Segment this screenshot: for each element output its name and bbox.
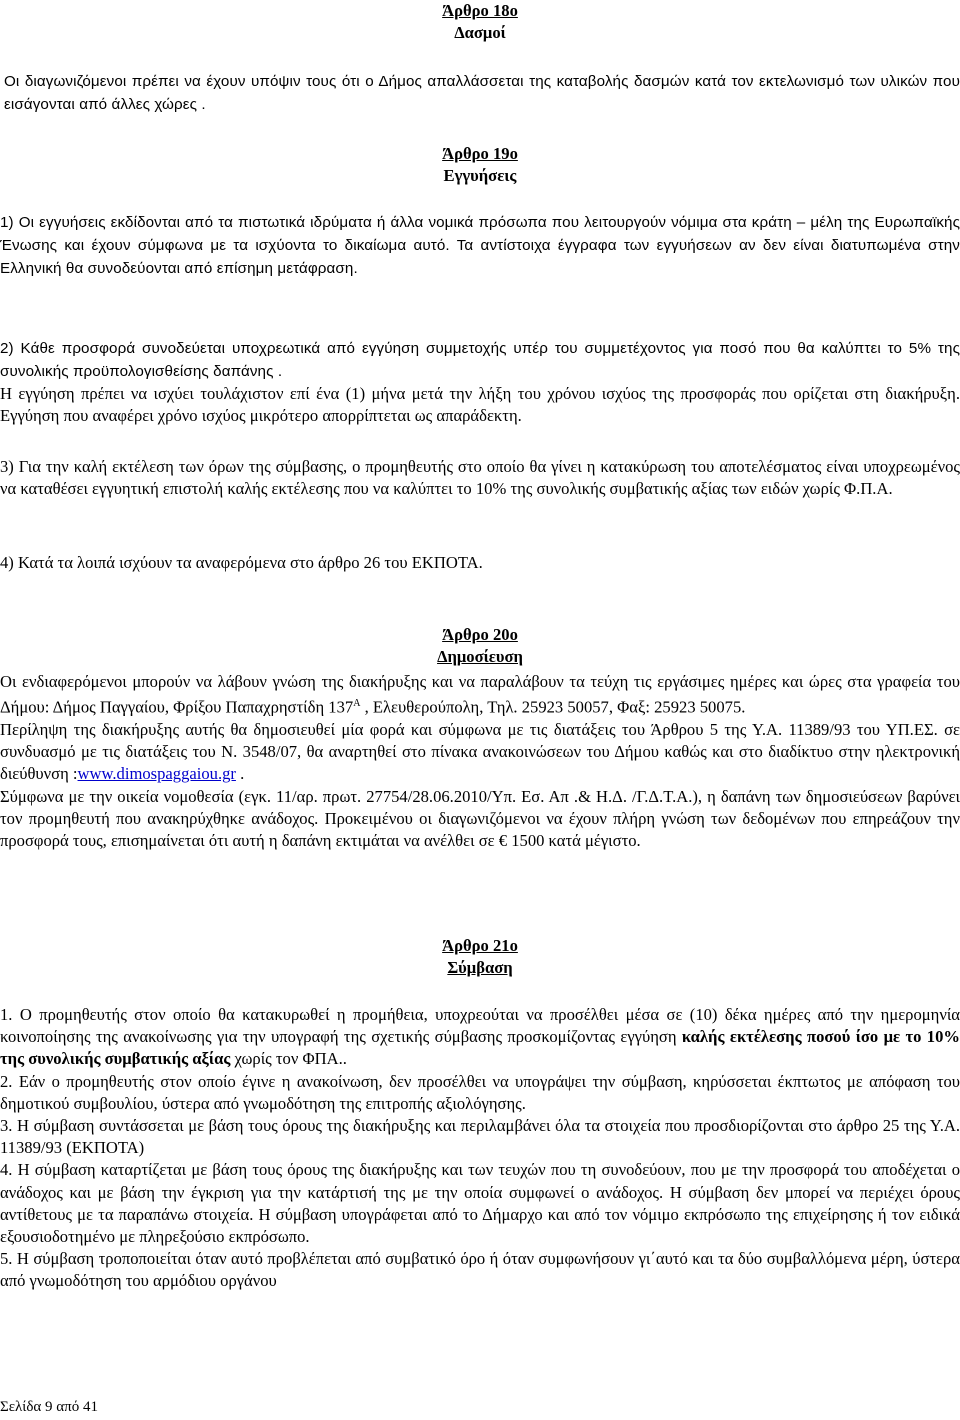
article-21 (0, 935, 960, 979)
article-18-subheading: Δασμοί (454, 23, 506, 42)
article-20-p1-text: Οι ενδιαφερόμενοι μπορούν να λάβουν γνώση της διακήρυξης και να παραλάβουν τα τεύχη τις εργάσιμες ημέρες και ώρες στα γραφεία του Δήμου: Δήμος Παγγαίου, Φρίξου Παπαχρηστίδη 137 (0, 672, 960, 717)
article-19-body (0, 211, 960, 280)
article-20 (0, 624, 960, 668)
article-21-p1-text: 1. Ο προμηθευτής στον οποίο θα κατακυρωθεί η προμήθεια, υποχρεούται να προσέλθει μέσα σε (10) δέκα ημέρες από την ημερομηνία κοινοποίησης της ανακοίνωσης για την υπογραφή της σχετικής σύμβασης προσκομίζοντας εγγύηση (0, 1005, 960, 1047)
article-20-p1-superscript: Α (353, 698, 361, 710)
article-19 (0, 143, 960, 187)
article-20-p2-text-end: . (235, 764, 245, 784)
article-21-subheading: Σύμβαση (447, 958, 513, 977)
article-19-paragraph-1: 1) Οι εγγυήσεις εκδίδονται από τα πιστωτικά ιδρύματα ή άλλα νομικά πρόσωπα που λειτουργούν νόμιμα στα κράτη – μέλη της Ευρωπαϊκής Ένωσης και έχουν σύμφωνα με τα ισχύοντα το δικαίωμα αυτό. Τα αντίστοιχα έγγραφα των εγγυήσεων αν δεν είναι διατυπωμένα στην Ελληνική θα συνοδεύονται από επίσημη μετάφραση. (0, 214, 960, 277)
article-18-body (4, 70, 960, 116)
article-19-paragraph-2a: 2) Κάθε προσφορά συνοδεύεται υποχρεωτικά από εγγύηση συμμετοχής υπέρ του συμμετέχοντος για ποσό που θα καλύπτει το 5% της συνολικής προϋπολογισθείσης δαπάνης . (0, 340, 960, 380)
article-19-paragraph-3: 3) Για την καλή εκτέλεση των όρων της σύμβασης, ο προμηθευτής στο οποίο θα γίνει η κατακύρωση του αποτελέσματος είναι υποχρεωμένος να καταθέσει εγγυητική επιστολή καλής εκτέλεσης που να καλύπτει το 10% της συνολικής συμβατικής αξίας των ειδών χωρίς Φ.Π.Α. (0, 457, 960, 499)
article-21-body (0, 1004, 960, 1293)
article-21-p1-text-end: χωρίς τον ΦΠΑ.. (230, 1049, 347, 1069)
article-19-body-4 (0, 552, 960, 574)
article-18-paragraph: Οι διαγωνιζόμενοι πρέπει να έχουν υπόψιν τους ότι ο Δήμος απαλλάσσεται της καταβολής δασμών κατά τον εκτελωνισμό των υλικών που εισάγονται από άλλες χώρες . (4, 73, 960, 113)
article-19-subheading: Εγγυήσεις (443, 166, 517, 185)
article-19-body-2b (0, 383, 960, 427)
article-20-paragraph-3: Σύμφωνα με την οικεία νομοθεσία (εγκ. 11/αρ. πρωτ. 27754/28.06.2010/Υπ. Εσ. Απ .& Η.Δ. /Γ.Δ.Τ.Α.), η δαπάνη των δημοσιεύσεων βαρύνει τον προμηθευτή που ανακηρύχθηκε ανάδοχος. Προκειμένου οι διαγωνιζόμενοι να έχουν πλήρη γνώση των δεδομένων που επηρεάζουν την προσφορά τους, επισημαίνεται ότι αυτή η δαπάνη εκτιμάται να ανέλθει σε € 1500 κατά μέγιστο. (0, 786, 960, 850)
article-21-heading: Άρθρο 21ο (442, 936, 518, 955)
article-20-p1-text-end: , Ελευθερούπολη, Τηλ. 25923 50057, Φαξ: 25923 50075. (360, 697, 746, 717)
article-21-p1-bold: καλής εκτέλεσης ποσού ίσο με το 10% της συνολικής συμβατικής αξίας (0, 1027, 960, 1069)
article-20-paragraph-2 (0, 719, 960, 786)
article-20-body (0, 671, 960, 852)
article-21-paragraph-2: 2. Εάν ο προμηθευτής στον οποίο έγινε η ανακοίνωση, δεν προσέλθει να υπογράψει την σύμβαση, κηρύσσεται έκπτωτος με απόφαση του δημοτικού συμβουλίου, ύστερα από γνωμοδότηση της επιτροπής αξιολόγησης. (0, 1071, 960, 1113)
page-footer: Σελίδα 9 από 41 (0, 1399, 98, 1415)
article-21-paragraph-4: 4. Η σύμβαση καταρτίζεται με βάση τους όρους της διακήρυξης και των τευχών που τη συνοδεύουν, που με την προσφορά του αποδέχεται ο ανάδοχος και με βάση την έγκριση για την κατάρτισή της με την οποία συμφωνεί ο ανάδοχος. Η σύμβαση δεν μπορεί να περιέχει όρους αντίθετους με τα παραπάνω στοιχεία. Η σύμβαση υπογράφεται από το Δήμαρχο και από τον νόμιμο εκπρόσωπο της επιχείρησης ή τον ειδικά εξουσιοδοτημένο με πληρεξούσιο εκπρόσωπο. (0, 1160, 960, 1247)
article-21-paragraph-1 (0, 1004, 960, 1071)
article-20-heading: Άρθρο 20ο (442, 625, 518, 644)
article-21-paragraph-3: 3. Η σύμβαση συντάσσεται με βάση τους όρους της διακήρυξης και περιλαμβάνει όλα τα στοιχεία που προσδιορίζονται στο άρθρο 25 της Υ.Α. 11389/93 (ΕΚΠΟΤΑ) (0, 1116, 960, 1158)
article-19-paragraph-4: 4) Κατά τα λοιπά ισχύουν τα αναφερόμενα στο άρθρο 26 του ΕΚΠΟΤΑ. (0, 553, 483, 572)
article-20-subheading: Δημοσίευση (437, 647, 523, 666)
website-link[interactable]: www.dimospaggaiou.gr (77, 764, 236, 784)
article-18 (0, 0, 960, 44)
article-19-heading: Άρθρο 19ο (442, 144, 518, 163)
article-18-heading: Άρθρο 18ο (442, 1, 518, 20)
article-19-body-3 (0, 456, 960, 500)
article-19-body-2 (0, 337, 960, 383)
article-20-p2-text: Περίληψη της διακήρυξης αυτής θα δημοσιευθεί μία φορά και σύμφωνα με τις διατάξεις του Άρθρου 5 της Υ.Α. 11389/93 του ΥΠ.ΕΣ. σε συνδυασμό με τις διατάξεις του Ν. 3548/07, θα αναρτηθεί στο πίνακα ανακοινώσεων του Δήμου καθώς και στο διαδίκτυο στην ηλεκτρονική διεύθυνση : (0, 719, 960, 784)
article-21-paragraph-5: 5. Η σύμβαση τροποποιείται όταν αυτό προβλέπεται από συμβατικό όρο ή όταν συμφωνήσουν γι΄αυτό και τα δύο συμβαλλόμενα μέρη, ύστερα από γνωμοδότηση του αρμόδιου οργάνου (0, 1249, 960, 1291)
article-19-paragraph-2b: Η εγγύηση πρέπει να ισχύει τουλάχιστον επί ένα (1) μήνα μετά την λήξη του χρόνου ισχύος της προσφοράς που ορίζεται στη διακήρυξη. Εγγύηση που αναφέρει χρόνο ισχύος μικρότερο απορρίπτεται ως απαράδεκτη. (0, 384, 960, 426)
article-20-paragraph-1 (0, 671, 960, 719)
